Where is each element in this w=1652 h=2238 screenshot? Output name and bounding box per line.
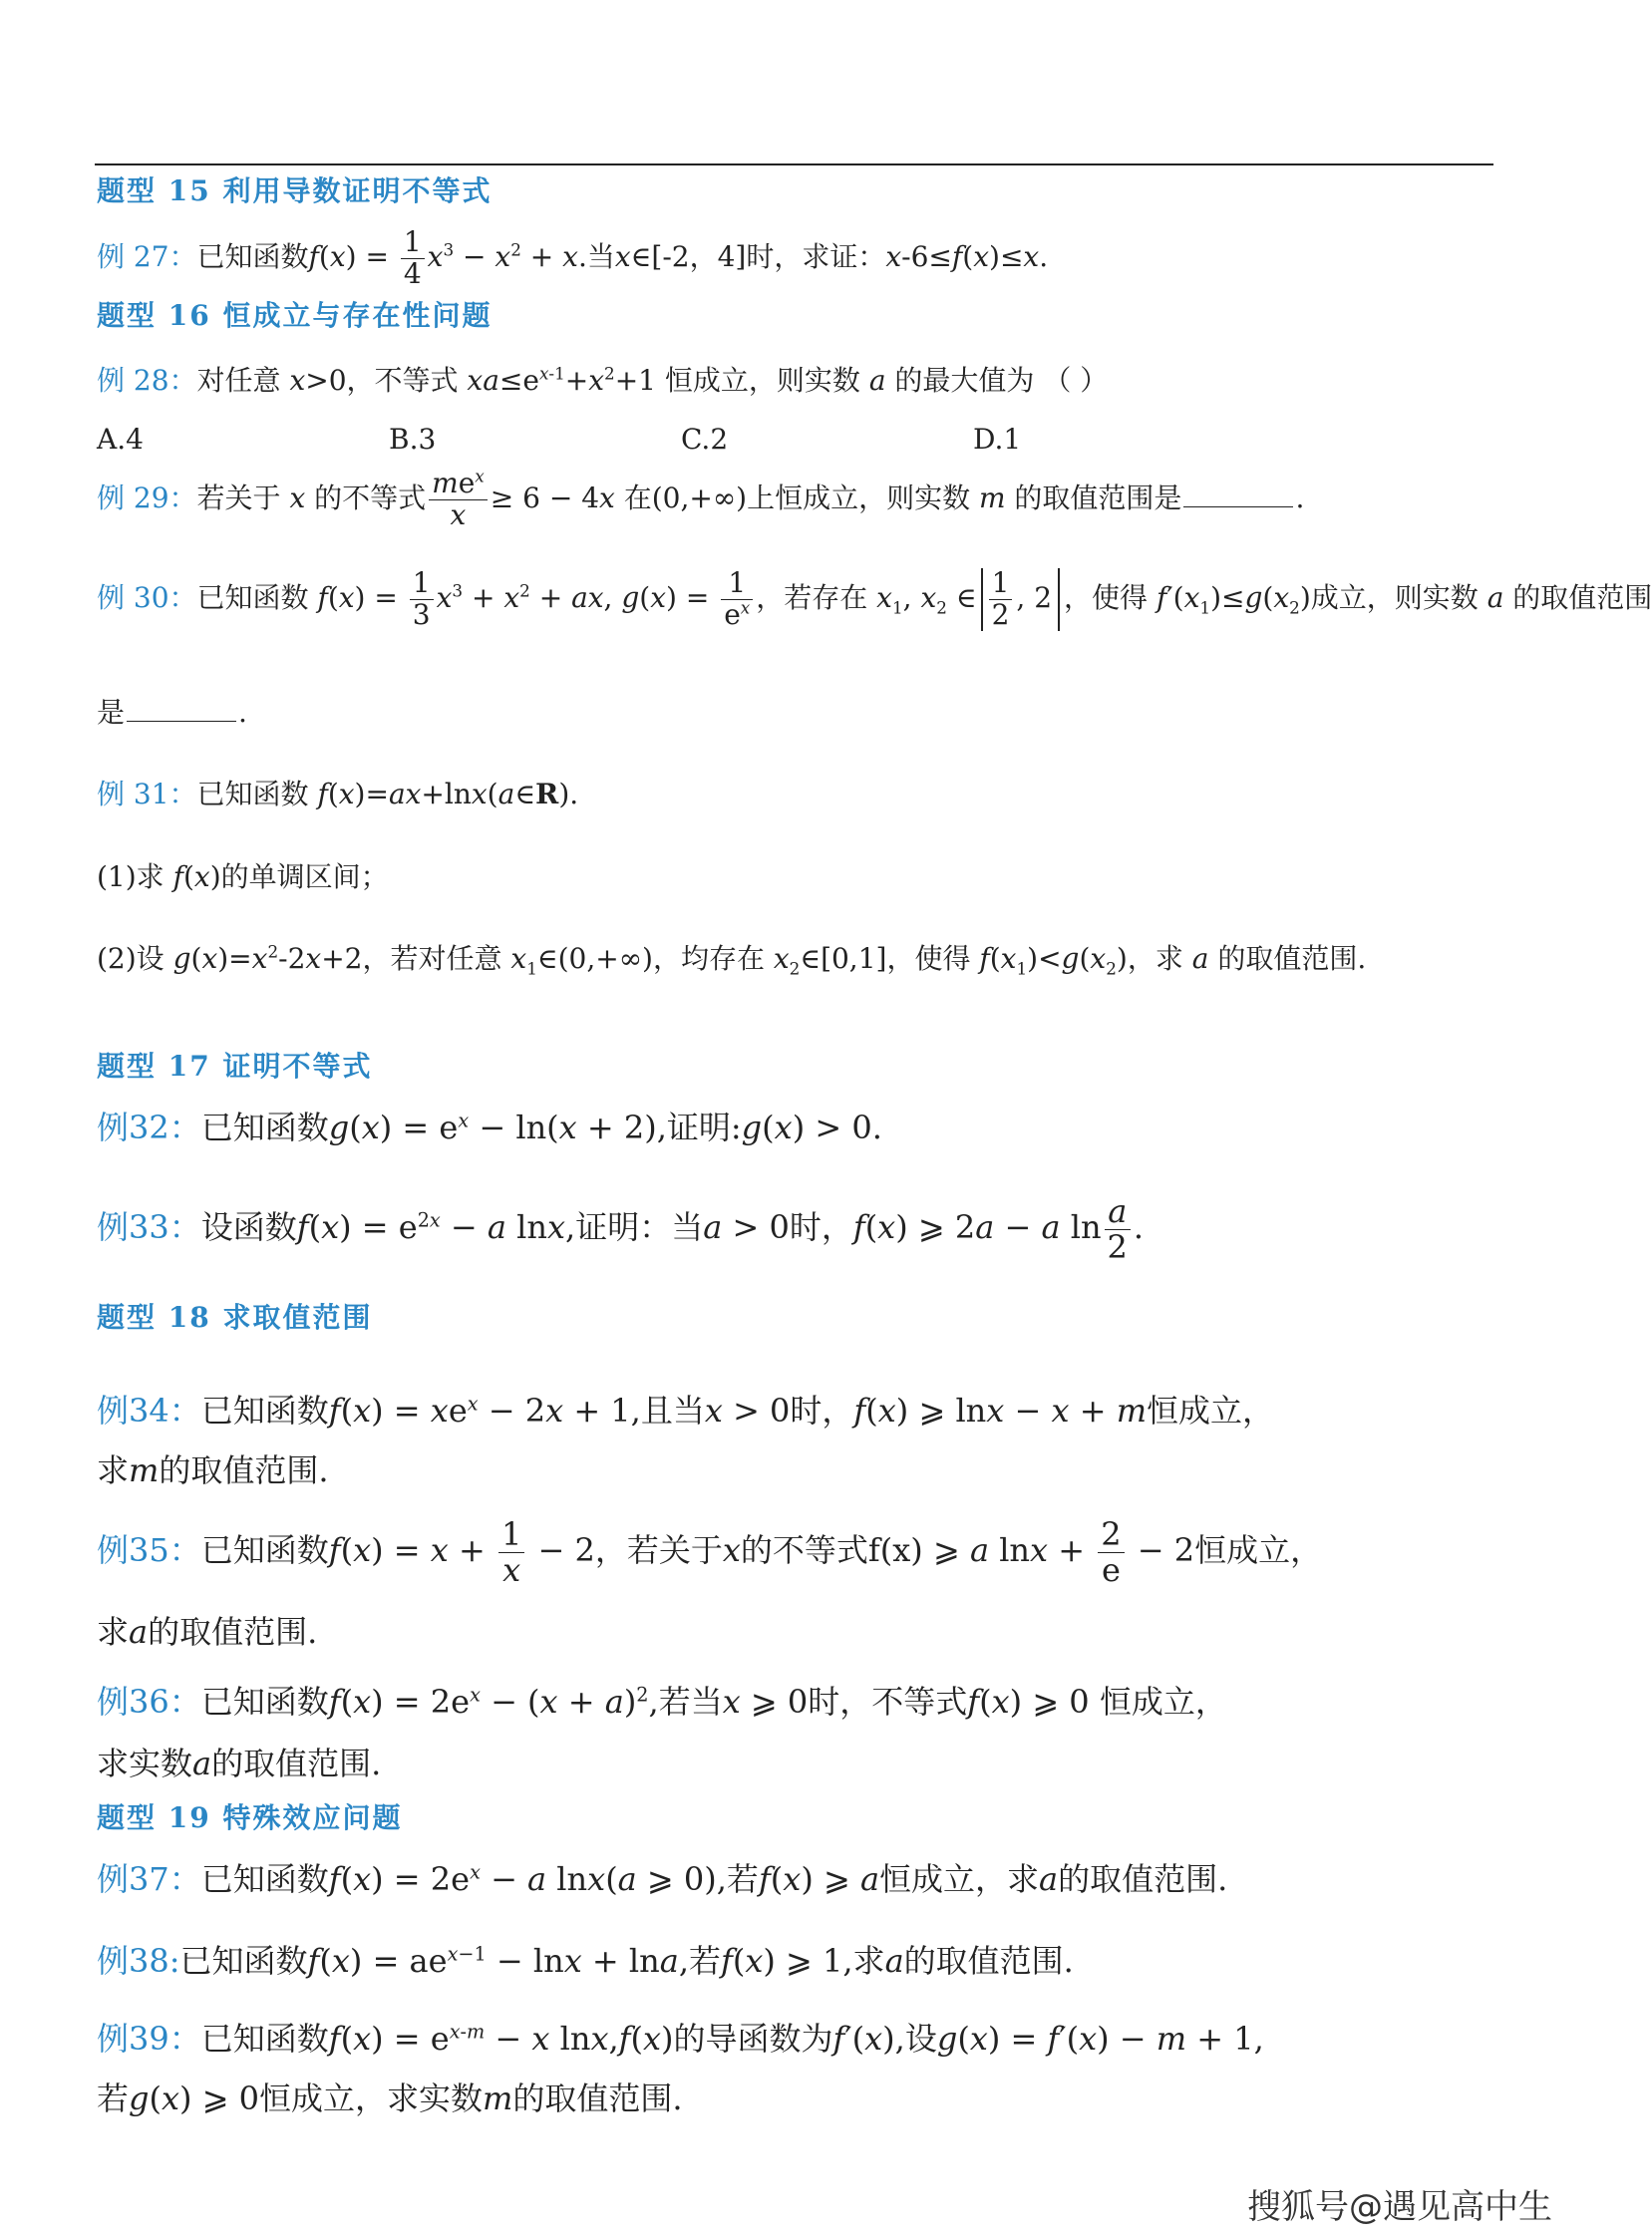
example-29: 例 29：若关于 x 的不等式 $me^x$ x ≥ 6 − 4x 在(0,+∞)上恒成立，则实数 m 的取值范围是 . (97, 466, 1305, 531)
section-heading-19: 题型 19 特殊效应问题 (97, 1801, 403, 1834)
example-34: 例34：已知函数$f(x) = xe^x - 2x + 1$,且当x > 0时，f(x) ⩾ lnx − x + m恒成立， (97, 1392, 1275, 1430)
example-38: 例38:已知函数$f(x) = ae^{x-1} - \ln x + \ln a$,若f(x) ⩾ 1,求a的取值范围. (97, 1942, 1074, 1980)
option-b: B.3 (389, 423, 437, 456)
example-31: 例 31：已知函数 f(x)=ax+lnx(a∈R). (97, 778, 579, 810)
example-30: 例 30：已知函数 f(x) = $\frac{1}{3}$ $x^3 + x^2$ + ax, g(x) = $\frac{1}{e^x}$ ，若存在 $x_1$, $x_2$ ∈ $\frac{1}{2}$ , 2 ，使得 $f'(x_1)\le g(x_2)$成立，则实数 a 的取值范围 (97, 566, 1652, 631)
example-32: 例32：已知函数$g(x) = e^x - \ln(x + 2)$,证明:g(x) > 0. (97, 1109, 882, 1146)
example-37: 例37：已知函数$f(x) = 2e^x - a$ lnx(a ⩾ 0),若f(x) ⩾ a恒成立，求a的取值范围. (97, 1860, 1228, 1898)
example-34-cont: 求m的取值范围. (97, 1451, 329, 1489)
option-d: D.1 (973, 423, 1022, 456)
example-28-options (97, 423, 1265, 456)
answer-blank (127, 721, 236, 722)
section-heading-15: 题型 15 利用导数证明不等式 (97, 174, 493, 207)
example-33: 例33：设函数$f(x) = e^{2x} - a$ lnx,证明：当a > 0时，f(x) ⩾ 2a − a ln $\frac{a}{2}$ . (97, 1192, 1145, 1267)
section-heading-18: 题型 18 求取值范围 (97, 1301, 373, 1334)
answer-blank (1183, 506, 1293, 507)
example-39: 例39：已知函数$f(x) = e^{x-m} - x$ lnx,f(x)的导函数为f′(x),设g(x) = f′(x) − m + 1, (97, 2020, 1264, 2058)
example-28: 例 28：对任意 x>0，不等式 $xa\le e^{x-1}+x^2+1$ 恒成立，则实数 a 的最大值为 （ ） (97, 363, 1109, 397)
example-label: 例 27： (97, 239, 197, 273)
example-36-cont: 求实数a的取值范围. (97, 1745, 382, 1782)
example-39-cont: 若g(x) ⩾ 0恒成立，求实数m的取值范围. (97, 2079, 683, 2117)
header-rule (95, 163, 1493, 165)
example-36: 例36：已知函数$f(x) = 2e^x - (x + a)^2$,若当x ⩾ 0时，不等式f(x) ⩾ 0 恒成立， (97, 1683, 1227, 1721)
example-35-cont: 求a的取值范围. (97, 1613, 318, 1651)
example-35: 例35：已知函数f(x) = x + $\frac{1}{x}$ − 2，若关于x的不等式f(x) ⩾ a lnx + $\frac{2}{e}$ − 2恒成立， (97, 1515, 1323, 1590)
section-heading-16: 题型 16 恒成立与存在性问题 (97, 299, 493, 332)
option-a: A.4 (97, 423, 144, 456)
example-27: 例 27：已知函数f(x) = $\frac{1}{4}$ $x^3 - x^2 + x$.当x∈[-2，4]时，求证：x-6≤f(x)≤x. (97, 225, 1049, 290)
example-31-part1: (1)求 f(x)的单调区间； (97, 860, 389, 893)
example-31-part2: (2)设 $g(x)=x^2-2x+2$，若对任意 $x_1\in(0,+\infty)$，均存在 $x_2\in[0,1]$，使得 $f(x_1)<g(x_2)$，求 a 的取值范围. (97, 941, 1367, 979)
watermark: 搜狐号@遇见高中生 (1247, 2187, 1552, 2227)
option-c: C.2 (681, 423, 729, 456)
example-30-cont: 是 . (97, 696, 247, 729)
section-heading-17: 题型 17 证明不等式 (97, 1050, 373, 1083)
